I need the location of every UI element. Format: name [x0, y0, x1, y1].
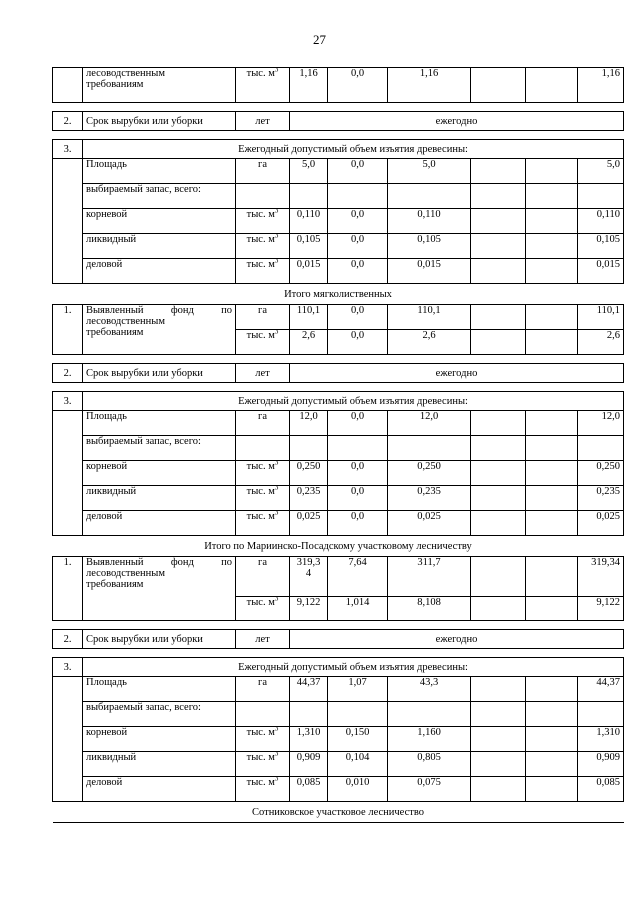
cell	[526, 557, 578, 597]
cell	[526, 411, 578, 436]
cell: 1,310	[290, 727, 328, 752]
unit-cell: га	[236, 159, 290, 184]
cell: 0,015	[388, 259, 471, 284]
table-row	[53, 752, 624, 777]
cell: 12,0	[388, 411, 471, 436]
cell	[526, 727, 578, 752]
row-number: 3.	[53, 658, 83, 677]
cell	[236, 436, 290, 461]
business-label: деловой	[83, 511, 236, 536]
cell: 0,0	[328, 234, 388, 259]
cell	[471, 159, 526, 184]
table-row	[53, 184, 624, 209]
cell: 5,0	[578, 159, 624, 184]
table-row	[53, 557, 624, 597]
cell	[388, 702, 471, 727]
table-row	[53, 658, 624, 677]
cell	[526, 209, 578, 234]
cell: 5,0	[290, 159, 328, 184]
unit-cell: лет	[236, 364, 290, 383]
cell	[471, 184, 526, 209]
cell: 0,105	[578, 234, 624, 259]
cell: 0,010	[328, 777, 388, 802]
cell	[53, 677, 83, 802]
cell	[328, 436, 388, 461]
cell: 2,6	[388, 330, 471, 355]
cell: 43,3	[388, 677, 471, 702]
cell: 9,122	[290, 597, 328, 621]
row-number: 2.	[53, 630, 83, 649]
cell	[290, 436, 328, 461]
cell: 0,105	[290, 234, 328, 259]
page-number: 27	[313, 32, 326, 47]
cell: 319,3 4	[290, 557, 328, 597]
table-row	[53, 364, 624, 383]
cell	[471, 259, 526, 284]
gap	[53, 131, 624, 140]
cell	[526, 752, 578, 777]
unit-cell: лет	[236, 112, 290, 131]
cell	[471, 486, 526, 511]
table-row	[53, 727, 624, 752]
section-title: Сотниковское участковое лесничество	[53, 802, 624, 823]
cell: 12,0	[290, 411, 328, 436]
table-row	[53, 209, 624, 234]
cell	[328, 702, 388, 727]
business-label: деловой	[83, 777, 236, 802]
cell	[388, 184, 471, 209]
unit-cell: тыс. $м^3$	[236, 330, 290, 355]
gap	[53, 383, 624, 392]
root-label: корневой	[83, 209, 236, 234]
cell	[526, 777, 578, 802]
cell	[578, 184, 624, 209]
unit-cell: тыс. $м^3$	[236, 727, 290, 752]
cell	[471, 461, 526, 486]
cell	[526, 677, 578, 702]
gap	[53, 649, 624, 658]
table-row	[53, 486, 624, 511]
stock-label: выбираемый запас, всего:	[83, 702, 236, 727]
table-row	[53, 702, 624, 727]
cell	[290, 184, 328, 209]
cell: 0,805	[388, 752, 471, 777]
section-title: Итого по Мариинско-Посадскому участковому лесничеству	[53, 536, 624, 557]
table-row	[53, 461, 624, 486]
row-number: 1.	[53, 557, 83, 621]
unit-cell: тыс. $м^3$	[236, 259, 290, 284]
cell	[526, 68, 578, 103]
area-label: Площадь	[83, 677, 236, 702]
cell: 110,1	[290, 305, 328, 330]
cell	[526, 597, 578, 621]
row-number: 2.	[53, 364, 83, 383]
cell	[471, 727, 526, 752]
cell: 0,085	[290, 777, 328, 802]
unit-cell: га	[236, 411, 290, 436]
cell	[526, 184, 578, 209]
table-row	[53, 140, 624, 159]
annual-volume-label: Ежегодный допустимый объем изъятия древесины:	[83, 392, 624, 411]
cell: 0,235	[578, 486, 624, 511]
unit-cell: тыс. $м^3$	[236, 597, 290, 621]
unit-cell: тыс. $м^3$	[236, 752, 290, 777]
cell: 0,110	[290, 209, 328, 234]
cell	[53, 68, 83, 103]
cell	[526, 511, 578, 536]
cell: 1,07	[328, 677, 388, 702]
cutting-label: Срок вырубки или уборки	[83, 630, 236, 649]
cell: 0,909	[578, 752, 624, 777]
table-row	[53, 511, 624, 536]
cell: 44,37	[578, 677, 624, 702]
cell	[471, 436, 526, 461]
cell	[471, 557, 526, 597]
cell	[471, 702, 526, 727]
cell: 1,160	[388, 727, 471, 752]
cutting-label: Срок вырубки или уборки	[83, 364, 236, 383]
cell	[526, 486, 578, 511]
cell: 0,250	[578, 461, 624, 486]
cell	[236, 702, 290, 727]
table-row	[53, 411, 624, 436]
cell: 0,0	[328, 511, 388, 536]
unit-cell: тыс. $м^3$	[236, 234, 290, 259]
cell: 110,1	[578, 305, 624, 330]
cell	[578, 436, 624, 461]
table-row	[53, 777, 624, 802]
cell: 0,0	[328, 486, 388, 511]
unit-cell: тыс. $м^3$	[236, 68, 290, 103]
cell	[526, 330, 578, 355]
cell: 0,110	[388, 209, 471, 234]
cell: 0,085	[578, 777, 624, 802]
cell: 1,014	[328, 597, 388, 621]
cell	[471, 234, 526, 259]
cell: 0,0	[328, 411, 388, 436]
cell: 2,6	[578, 330, 624, 355]
table-row	[53, 677, 624, 702]
cell: 9,122	[578, 597, 624, 621]
cell	[526, 234, 578, 259]
cell: 110,1	[388, 305, 471, 330]
cell: 0,250	[290, 461, 328, 486]
cell	[388, 436, 471, 461]
section-title: Итого мягколиственных	[53, 284, 624, 305]
root-label: корневой	[83, 461, 236, 486]
cell: 0,0	[328, 209, 388, 234]
cell	[53, 411, 83, 536]
stock-label: выбираемый запас, всего:	[83, 184, 236, 209]
cell: 0,105	[388, 234, 471, 259]
cell: 1,16	[290, 68, 328, 103]
cell	[471, 330, 526, 355]
row-number: 1.	[53, 305, 83, 355]
cell: 0,235	[290, 486, 328, 511]
cell: 0,235	[388, 486, 471, 511]
fund-label: Выявленный фонд по лесоводственным требованиям	[83, 305, 236, 355]
cell: 0,0	[328, 68, 388, 103]
row-number: 3.	[53, 140, 83, 159]
liquid-label: ликвидный	[83, 486, 236, 511]
unit-cell: тыс. $м^3$	[236, 461, 290, 486]
cell: 12,0	[578, 411, 624, 436]
cell	[471, 411, 526, 436]
forest-table	[52, 67, 624, 823]
table-row	[53, 436, 624, 461]
cell: 0,015	[578, 259, 624, 284]
cell: 311,7	[388, 557, 471, 597]
cell: 0,015	[290, 259, 328, 284]
table-row	[53, 112, 624, 131]
cell: 0,110	[578, 209, 624, 234]
yearly-cell: ежегодно	[290, 630, 624, 649]
table-row	[53, 305, 624, 330]
cell: 0,075	[388, 777, 471, 802]
cell	[236, 184, 290, 209]
business-label: деловой	[83, 259, 236, 284]
cell: 7,64	[328, 557, 388, 597]
cell: 1,16	[388, 68, 471, 103]
table-row	[53, 392, 624, 411]
gap	[53, 103, 624, 112]
cell	[290, 702, 328, 727]
unit-cell: тыс. $м^3$	[236, 209, 290, 234]
unit-cell: тыс. $м^3$	[236, 777, 290, 802]
unit-cell: тыс. $м^3$	[236, 511, 290, 536]
cell: 2,6	[290, 330, 328, 355]
annual-volume-label: Ежегодный допустимый объем изъятия древесины:	[83, 658, 624, 677]
cell: 0,0	[328, 259, 388, 284]
cell	[526, 159, 578, 184]
cell	[328, 184, 388, 209]
cell: 0,150	[328, 727, 388, 752]
liquid-label: ликвидный	[83, 752, 236, 777]
cell: 0,025	[290, 511, 328, 536]
cell	[526, 461, 578, 486]
row-number: 3.	[53, 392, 83, 411]
annual-volume-label: Ежегодный допустимый объем изъятия древесины:	[83, 140, 624, 159]
yearly-cell: ежегодно	[290, 364, 624, 383]
cell: 0,0	[328, 461, 388, 486]
stock-label: выбираемый запас, всего:	[83, 436, 236, 461]
unit-cell: лет	[236, 630, 290, 649]
table-row	[53, 630, 624, 649]
table-row	[53, 234, 624, 259]
cell	[471, 209, 526, 234]
root-label: корневой	[83, 727, 236, 752]
cell	[471, 68, 526, 103]
cell: 5,0	[388, 159, 471, 184]
cell: 0,0	[328, 330, 388, 355]
cell: 0,250	[388, 461, 471, 486]
area-label: Площадь	[83, 159, 236, 184]
fund-label-cont: лесоводственным требованиям	[83, 68, 236, 103]
gap	[53, 621, 624, 630]
cell	[526, 305, 578, 330]
unit-cell: га	[236, 305, 290, 330]
cell	[526, 436, 578, 461]
cell: 319,34	[578, 557, 624, 597]
row-number: 2.	[53, 112, 83, 131]
cell: 0,025	[388, 511, 471, 536]
cell	[526, 702, 578, 727]
gap	[53, 355, 624, 364]
cell	[471, 511, 526, 536]
table-row	[53, 68, 624, 103]
unit-cell: га	[236, 677, 290, 702]
cell	[53, 159, 83, 284]
cell	[471, 677, 526, 702]
area-label: Площадь	[83, 411, 236, 436]
cell	[526, 259, 578, 284]
cell: 0,0	[328, 159, 388, 184]
cell: 44,37	[290, 677, 328, 702]
cutting-label: Срок вырубки или уборки	[83, 112, 236, 131]
cell	[471, 305, 526, 330]
fund-label: Выявленный фонд по лесоводственным требованиям	[83, 557, 236, 621]
table-row	[53, 259, 624, 284]
cell: 0,104	[328, 752, 388, 777]
liquid-label: ликвидный	[83, 234, 236, 259]
cell	[471, 752, 526, 777]
unit-cell: тыс. $м^3$	[236, 486, 290, 511]
cell	[471, 777, 526, 802]
yearly-cell: ежегодно	[290, 112, 624, 131]
cell: 0,909	[290, 752, 328, 777]
cell: 0,0	[328, 305, 388, 330]
cell	[471, 597, 526, 621]
cell: 1,16	[578, 68, 624, 103]
cell: 8,108	[388, 597, 471, 621]
cell: 1,310	[578, 727, 624, 752]
unit-cell: га	[236, 557, 290, 597]
cell: 0,025	[578, 511, 624, 536]
table-row	[53, 159, 624, 184]
cell	[578, 702, 624, 727]
